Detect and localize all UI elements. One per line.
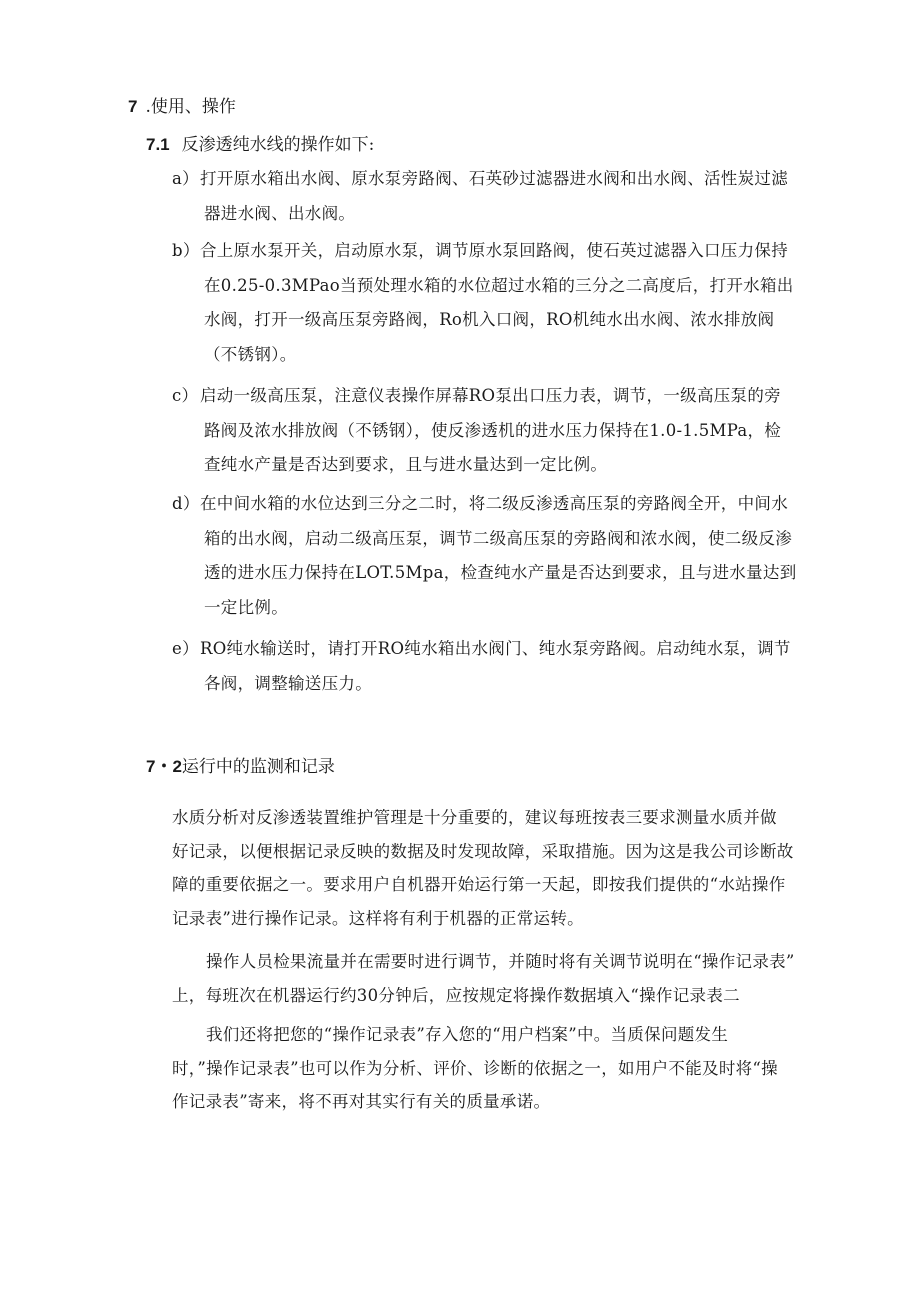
list-item-b [172,234,800,372]
paragraph-line: 时，”操作记录表”也可以作为分析、评价、诊断的依据之一，如用户不能及时将“操 [172,1058,778,1078]
list-item-line [172,234,800,269]
list-item-line [172,487,800,522]
list-item-line: （不锈钢）。 [204,344,297,364]
paragraph-line: 记录表”进行操作记录。这样将有利于机器的正常运转。 [172,908,584,928]
list-item-text: 打开原水箱出水阀、原水泵旁路阀、石英砂过滤器进水阀和出水阀、活性炭过滤 [200,169,788,188]
section-7-2-title: 运行中的监测和记录 [181,757,335,777]
list-item-line: 一定比例。 [204,597,288,617]
paragraph-3 [172,1018,802,1119]
list-item-marker: e） [172,639,199,658]
list-item-text: 启动一级高压泵，注意仪表操作屏幕RO泵出口压力表，调节，一级高压泵的旁 [200,386,781,405]
list-item-d [172,487,800,625]
list-item-line [172,379,800,414]
paragraph-line: 我们还将把您的“操作记录表”存入您的“用户档案”中。当质保问题发生 [206,1025,729,1044]
list-item-line: 查纯水产量是否达到要求，且与进水量达到一定比例。 [204,455,608,474]
paragraph-line: 好记录，以便根据记录反映的数据及时发现故障，采取措施。因为这是我公司诊断故 [172,841,794,861]
paragraph-line: 障的重要依据之一。要求用户自机器开始运行第一天起，即按我们提供的“水站操作 [172,875,786,894]
paragraph-line: 水质分析对反渗透装置维护管理是十分重要的，建议每班按表三要求测量水质并做 [172,808,777,827]
list-item-line: 在0.25-0.3MPao当预处理水箱的水位超过水箱的三分之二高度后，打开水箱出 [204,275,794,295]
list-item-e [172,632,800,701]
paragraph-line: 上，每班次在机器运行约30分钟后，应按规定将操作数据填入“操作记录表二 [172,985,740,1005]
list-item-text: 在中间水箱的水位达到三分之二时，将二级反渗透高压泵的旁路阀全开，中间水 [200,494,788,513]
list-item-marker: c） [172,386,199,405]
list-item-c [172,379,800,483]
paragraph-line: 作记录表”寄来，将不再对其实行有关的质量承诺。 [172,1092,551,1111]
section-7-1-heading [146,130,374,155]
section-7-1-number: 7.1 [146,135,170,154]
section-7-heading [128,92,236,117]
list-item-line: 水阀，打开一级高压泵旁路阀，Ro机入口阀，RO机纯水出水阀、浓水排放阀 [204,310,775,329]
section-7-title: .使用、操作 [145,97,236,117]
list-item-line [172,162,800,197]
list-item-line: 各阀，调整输送压力。 [204,673,372,693]
paragraph-2 [172,945,802,1012]
list-item-text: RO纯水输送时，请打开RO纯水箱出水阀门、纯水泵旁路阀。启动纯水泵，调节 [200,639,791,658]
section-7-2-heading [146,752,335,777]
paragraph-1 [172,801,802,935]
list-item-line: 箱的出水阀，启动二级高压泵，调节二级高压泵的旁路阀和浓水阀，使二级反渗 [204,528,792,548]
list-item-line: 透的进水压力保持在LOT.5Mpa，检查纯水产量是否达到要求，且与进水量达到 [204,563,797,582]
list-item-a [172,162,800,231]
list-item-line: 器进水阀、出水阀。 [204,203,356,223]
list-item-line: 路阀及浓水排放阀（不锈钢），使反渗透机的进水压力保持在1.0-1.5MPa，检 [204,420,782,440]
list-item-line [172,632,800,667]
list-item-marker: b） [172,241,200,260]
section-7-1-title: 反渗透纯水线的操作如下: [181,135,375,155]
list-item-text: 合上原水泵开关，启动原水泵，调节原水泵回路阀，使石英过滤器入口压力保持 [200,241,788,260]
list-item-marker: a） [172,169,199,188]
paragraph-line: 操作人员检果流量并在需要时进行调节，并随时将有关调节说明在“操作记录表” [206,952,795,971]
section-7-number: 7 [128,97,138,116]
list-item-marker: d） [172,494,200,513]
section-7-2-number: 7・2 [146,757,182,776]
